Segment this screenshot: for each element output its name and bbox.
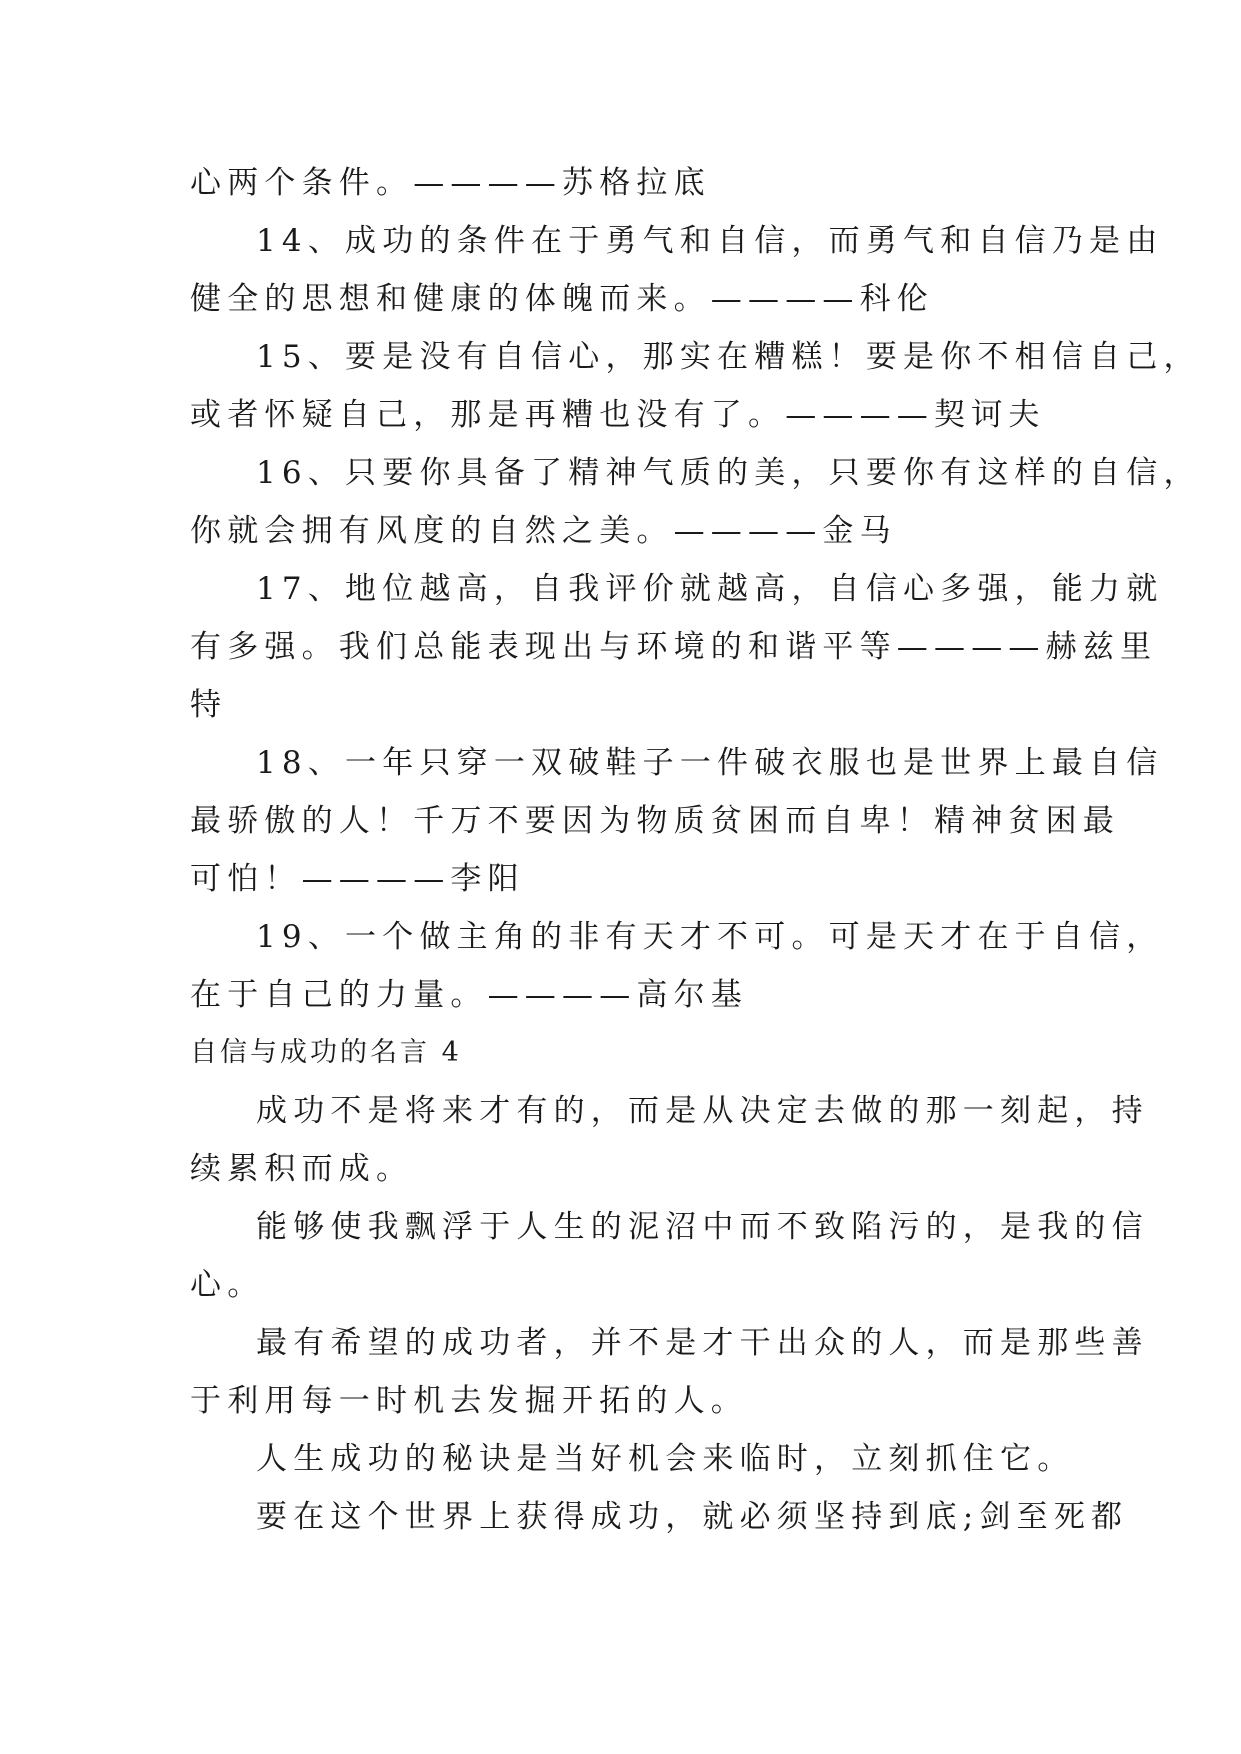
- quote-line: 19、一个做主角的非有天才不可。可是天才在于自信，: [256, 919, 1164, 955]
- section-heading: 自信与成功的名言 4: [190, 1037, 462, 1068]
- text-line: 最骄傲的人！千万不要因为物质贫困而自卑！精神贫困最: [190, 803, 1120, 839]
- quote-line: 15、要是没有自信心，那实在糟糕！要是你不相信自己，: [256, 339, 1201, 375]
- text-line: 心两个条件。————苏格拉底: [190, 165, 711, 201]
- text-line: 有多强。我们总能表现出与环境的和谐平等————赫兹里: [190, 629, 1158, 665]
- text-line: 续累积而成。: [190, 1151, 414, 1187]
- text-line: 健全的思想和健康的体魄而来。————科伦: [190, 281, 934, 317]
- text-line: 在于自己的力量。————高尔基: [190, 977, 748, 1013]
- document-body: [190, 154, 1201, 1546]
- quote-line: 16、只要你具备了精神气质的美，只要你有这样的自信，: [256, 455, 1201, 491]
- quote-line: 18、一年只穿一双破鞋子一件破衣服也是世界上最自信: [256, 745, 1164, 781]
- text-line: 心。: [190, 1267, 265, 1303]
- quote-line: 14、成功的条件在于勇气和自信，而勇气和自信乃是由: [256, 223, 1164, 259]
- text-line: 可怕！————李阳: [190, 861, 525, 897]
- text-line: 你就会拥有风度的自然之美。————金马: [190, 513, 897, 549]
- quote-line: 能够使我飘浮于人生的泥沼中而不致陷污的，是我的信: [256, 1209, 1149, 1245]
- text-line: 或者怀疑自己，那是再糟也没有了。————契诃夫: [190, 397, 1046, 433]
- quote-line: 要在这个世界上获得成功，就必须坚持到底;剑至死都: [256, 1499, 1129, 1535]
- quote-line: 成功不是将来才有的，而是从决定去做的那一刻起，持: [256, 1093, 1149, 1129]
- text-line: 于利用每一时机去发掘开拓的人。: [190, 1383, 748, 1419]
- quote-line: 人生成功的秘诀是当好机会来临时，立刻抓住它。: [256, 1441, 1075, 1477]
- quote-line: 最有希望的成功者，并不是才干出众的人，而是那些善: [256, 1325, 1149, 1361]
- text-line: 特: [190, 687, 228, 723]
- quote-line: 17、地位越高，自我评价就越高，自信心多强，能力就: [256, 571, 1164, 607]
